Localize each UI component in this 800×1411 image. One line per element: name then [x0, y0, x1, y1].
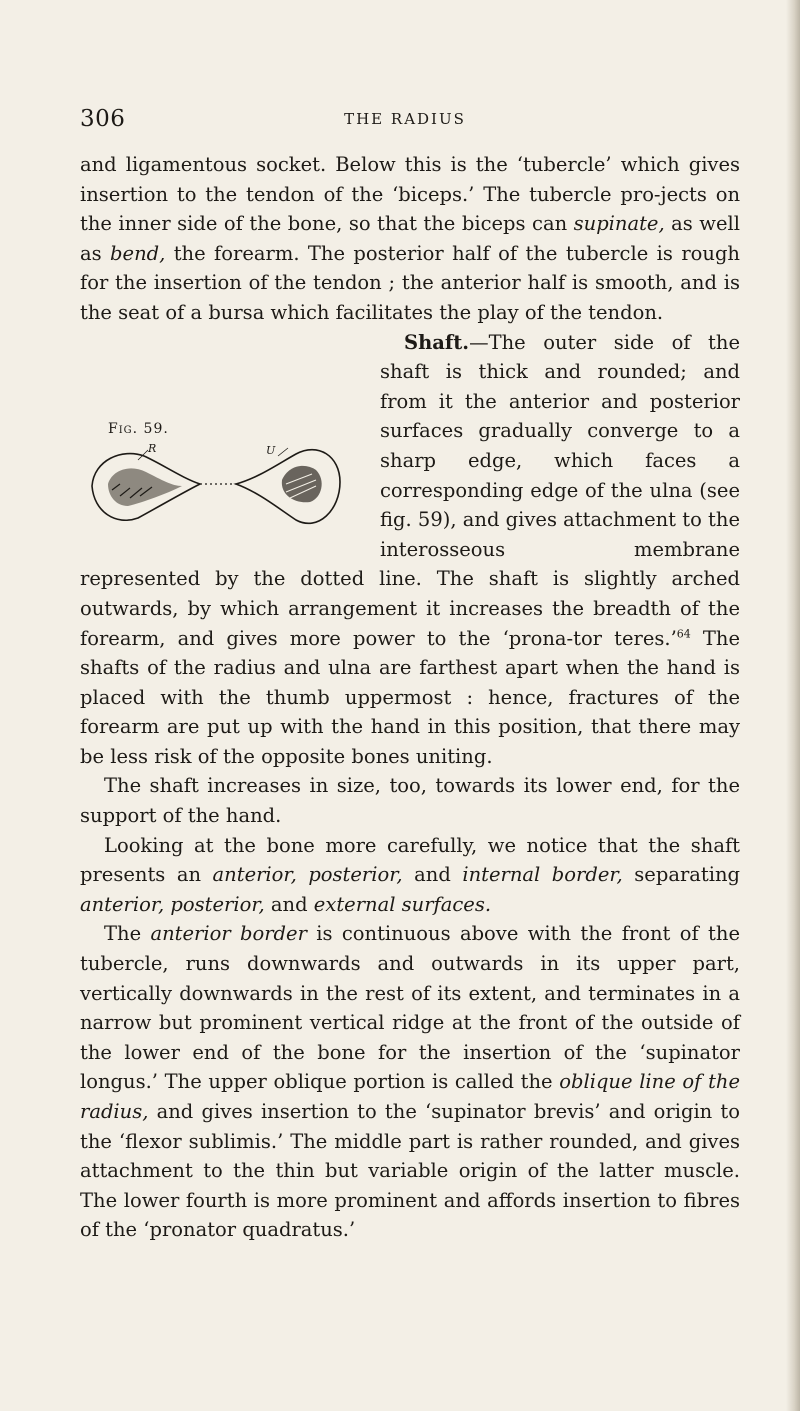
paragraph-4: Looking at the bone more carefully, we notice that the shaft presents an anterior, posterior, and internal border, separating anterior, posterior, and external surfaces.: [80, 833, 741, 916]
figure-letter-r: R: [148, 441, 157, 455]
section-heading-shaft: Shaft.: [404, 330, 470, 354]
paragraph-3: The shaft increases in size, too, towards its lower end, for the support of the hand.: [80, 774, 740, 828]
paragraph-1: and ligamentous socket. Below this is the ‘tubercle’ which gives insertion to the tendon of the ‘biceps.’ The tubercle pro-jects on the inner side of the bone, so that the biceps can supinate, as well as bend, the forearm. The posterior half of the tubercle is rough for the insertion of the tendon ; the anterior half is smooth, and is the seat of a bursa which facilitates the play of the tendon.: [80, 153, 741, 324]
figure-letter-u: U: [266, 443, 276, 457]
page-header: [80, 106, 730, 136]
page-edge-shadow: [786, 0, 800, 1411]
running-head: THE RADIUS: [344, 110, 466, 128]
body-text: [80, 150, 740, 1245]
paragraph-shaft: Fig. 59. R U Shaft.—The outer side of the shaft is thick and rounded; and from it the anterior and posterior surfaces gradually converge to a sharp edge, which faces a corresponding edge of the ulna (see fig. 59), and gives attachment to the interosseous membrane represented by the dotted line. The shaft is slightly arched outwards, by which arrangement it increases the breadth of the forearm, and gives more power to the ‘prona-tor teres.’$^{64}$ The shafts of the radius and ulna are farthest apart when the hand is placed with the thumb uppermost : hence, fractures of the forearm are put up with the hand in this position, that there may be less risk of the opposite bones uniting.: [80, 328, 740, 772]
figure-59: [76, 328, 368, 562]
paragraph-5: The anterior border is continuous above with the front of the tubercle, runs downwards and outwards in its upper part, vertically downwards in the rest of its extent, and terminates in a narrow but prominent vertical ridge at the front of the outside of the lower end of the bone for the insertion of the ‘supinator longus.’ The upper oblique portion is called the oblique line of the radius, and gives insertion to the ‘supinator brevis’ and origin to the ‘flexor sublimis.’ The middle part is rather rounded, and gives attachment to the thin but variable origin of the latter muscle. The lower fourth is more prominent and affords insertion to fibres of the ‘pronator quadratus.’: [80, 922, 740, 1242]
radius-ulna-cross-section-figure: [82, 440, 352, 528]
page-number: 306: [80, 106, 126, 132]
footnote-ref-64: 64: [676, 627, 691, 640]
figure-label: Fig. 59.: [108, 420, 169, 437]
